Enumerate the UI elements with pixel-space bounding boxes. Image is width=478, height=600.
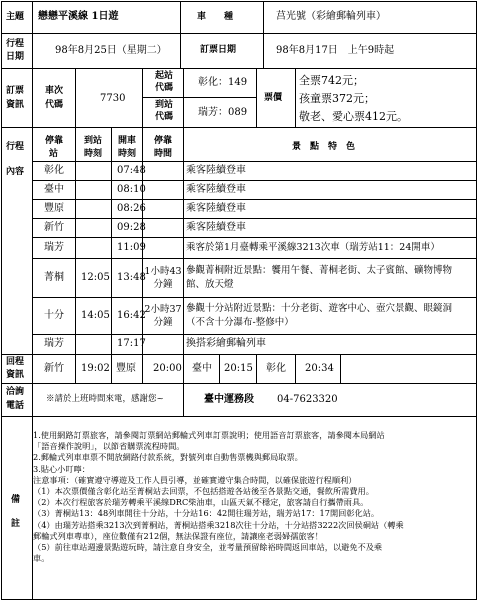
return-cell: 新竹 — [44, 363, 64, 374]
row-depart: 07:48 — [117, 165, 146, 176]
train-type-label: 車 種 — [197, 12, 234, 22]
contact-phone: 04-7623320 — [277, 394, 338, 405]
return-cell: 20:15 — [224, 363, 253, 374]
train-no-label-1: 車次 — [45, 86, 64, 96]
col-stay-2: 時間 — [154, 149, 173, 159]
row-note: 換搭彩繪郵輪列車 — [186, 338, 266, 349]
start-code-value: 彰化：149 — [198, 77, 248, 88]
row-depart: 09:28 — [117, 222, 146, 233]
booking-label-2: 資訊 — [6, 100, 25, 110]
remarks-label-1: 備 — [11, 495, 21, 505]
row-stop: 豐原 — [44, 203, 64, 214]
fare-label: 票價 — [264, 93, 283, 103]
train-type-value: 莒光號（彩繪郵輪列車） — [276, 11, 386, 22]
row-depart: 08:26 — [117, 203, 146, 214]
row-arrive: 14:05 — [81, 310, 110, 321]
remark-line: （5）前往車站週邊景點遊玩時，請注意自身安全，並考量預留餘裕時間返回車站，以避免不及乘 — [33, 542, 383, 553]
remark-line: 注意事項：（確實遵守導遊及工作人員引導，並確實遵守集合時間，以確保旅遊行程順利） — [33, 474, 357, 485]
row-stop: 彰化 — [44, 165, 64, 176]
remark-line: （3）菁桐站13：48列車開往十分站，十分站16：42開往瑞芳站，瑞芳站17：17開回彰化站。 — [33, 508, 380, 519]
col-features: 景 點 特 色 — [292, 142, 356, 152]
return-label-1: 回程 — [6, 357, 25, 367]
contact-label-2: 電話 — [6, 401, 25, 411]
remark-line: （1）本次票價僅含彰化站至菁桐站去回票，不包括搭遊各站後至各景點交通，餐飲所需費用。 — [33, 486, 374, 497]
col-stop-2: 站 — [49, 149, 59, 159]
row-note: 乘客陸續登車 — [186, 222, 246, 233]
row-stop: 瑞芳 — [44, 242, 64, 253]
row-stay: 1小時43分鐘 — [144, 266, 182, 290]
row-note: 館、放天燈 — [186, 279, 234, 290]
row-stop: 菁桐 — [44, 272, 64, 283]
row-depart: 13:48 — [117, 272, 146, 283]
start-code-label-2: 代碼 — [155, 83, 174, 93]
row-note: 乘客於第1月臺轉乘平溪線3213次車（瑞芳站11：24開車） — [186, 242, 440, 253]
return-cell: 20:34 — [305, 363, 334, 374]
return-cell: 19:02 — [81, 363, 110, 374]
col-arrive-1: 到站 — [84, 136, 103, 146]
start-code-label-1: 起站 — [155, 71, 174, 81]
remarks-label-2: 註 — [11, 519, 21, 529]
return-label-2: 資訊 — [6, 370, 25, 380]
train-no-label-2: 代碼 — [45, 100, 64, 110]
remark-line: 1.使用網路訂票旅客，請參閱訂票網站郵輪式列車訂票說明；使用語音訂票旅客，請參閱本局網站 — [33, 430, 385, 440]
subject-label: 主題 — [6, 12, 25, 22]
return-cell: 臺中 — [192, 363, 212, 374]
col-stop-1: 停靠 — [45, 136, 64, 146]
itinerary-label-1: 行程 — [6, 142, 25, 152]
row-arrive: 12:05 — [81, 272, 110, 283]
contact-note: ※請於上班時間來電，感謝您~ — [46, 394, 164, 404]
return-cell: 20:00 — [153, 363, 182, 374]
remark-line: 2.郵輪式列車車票不開放網路付款系統，對號列車自動售票機與郵局取票。 — [33, 452, 303, 463]
row-depart: 17:17 — [117, 338, 146, 349]
row-stay: 2小時37分鐘 — [144, 304, 182, 328]
contact-office: 臺中運務段 — [204, 394, 254, 405]
row-note: 乘客陸續登車 — [186, 203, 246, 214]
order-date-value: 98年8月17日 上午9時起 — [276, 45, 395, 56]
row-note: （不含十分瀑布-整修中） — [186, 317, 294, 328]
row-note: 乘客陸續登車 — [186, 184, 246, 195]
subject-value: 戀戀平溪線 1日遊 — [38, 11, 119, 22]
row-stop: 瑞芳 — [44, 338, 64, 349]
train-no-value: 7730 — [100, 93, 126, 104]
booking-label-1: 訂票 — [6, 86, 25, 96]
col-depart-2: 時刻 — [118, 149, 137, 159]
col-arrive-2: 時刻 — [84, 149, 103, 159]
fare-senior: 敬老、愛心票412元。 — [299, 110, 408, 123]
trip-date-label-1: 行程 — [6, 39, 25, 49]
row-depart: 11:09 — [117, 242, 146, 253]
remark-line: 郵輪式列車專車），座位數僅有212個，無法保證有座位，請讓座老弱婦孺旅客！ — [33, 530, 323, 541]
order-date-label: 訂票日期 — [200, 45, 237, 55]
row-stop: 十分 — [44, 310, 64, 321]
itinerary-label-2: 內容 — [6, 167, 25, 177]
col-stay-1: 停靠 — [154, 136, 173, 146]
remark-line: 「語音操作說明」，以節省購票流程時間。 — [33, 441, 185, 452]
col-depart-1: 開車 — [118, 136, 137, 146]
row-stop: 新竹 — [44, 222, 64, 233]
row-note: 參觀十分站附近景點：十分老街、遊客中心、壺穴景觀、眼鏡洞 — [186, 303, 453, 314]
remark-line: 車。 — [33, 553, 50, 564]
return-cell: 彰化 — [266, 363, 286, 374]
trip-date-value: 98年8月25日（星期二） — [55, 45, 167, 56]
arrive-code-label-2: 代碼 — [155, 112, 174, 122]
row-note: 乘客陸續登車 — [186, 165, 246, 176]
row-note: 參觀菁桐附近景點：饗用午餐、菁桐老街、太子賓館、礦物博物 — [186, 265, 453, 276]
contact-label-1: 洽詢 — [6, 387, 25, 397]
row-depart: 08:10 — [117, 184, 146, 195]
fare-full: 全票742元； — [299, 74, 364, 87]
fare-child: 孩童票372元； — [299, 92, 375, 105]
arrive-code-label-1: 到站 — [155, 100, 174, 110]
remarks-text — [33, 430, 473, 564]
remark-line: （4）由瑞芳站搭乘3213次到菁桐站，菁桐站搭乘3218次往十分站，十分站搭3222次回侯硐站（轉乘 — [33, 519, 404, 530]
trip-date-label-2: 日期 — [6, 52, 25, 62]
row-depart: 16:42 — [117, 310, 146, 321]
remark-line: 3.貼心小叮嚀： — [33, 463, 90, 474]
row-stop: 臺中 — [44, 184, 64, 195]
return-cell: 豐原 — [116, 363, 136, 374]
arrive-code-value: 瑞芳：089 — [198, 107, 248, 118]
remark-line: （2）本次行程旅客於瑞芳轉乘平溪線DRC柴油車，山區天氣不穩定，旅客請自行攜帶雨具。 — [33, 497, 369, 508]
